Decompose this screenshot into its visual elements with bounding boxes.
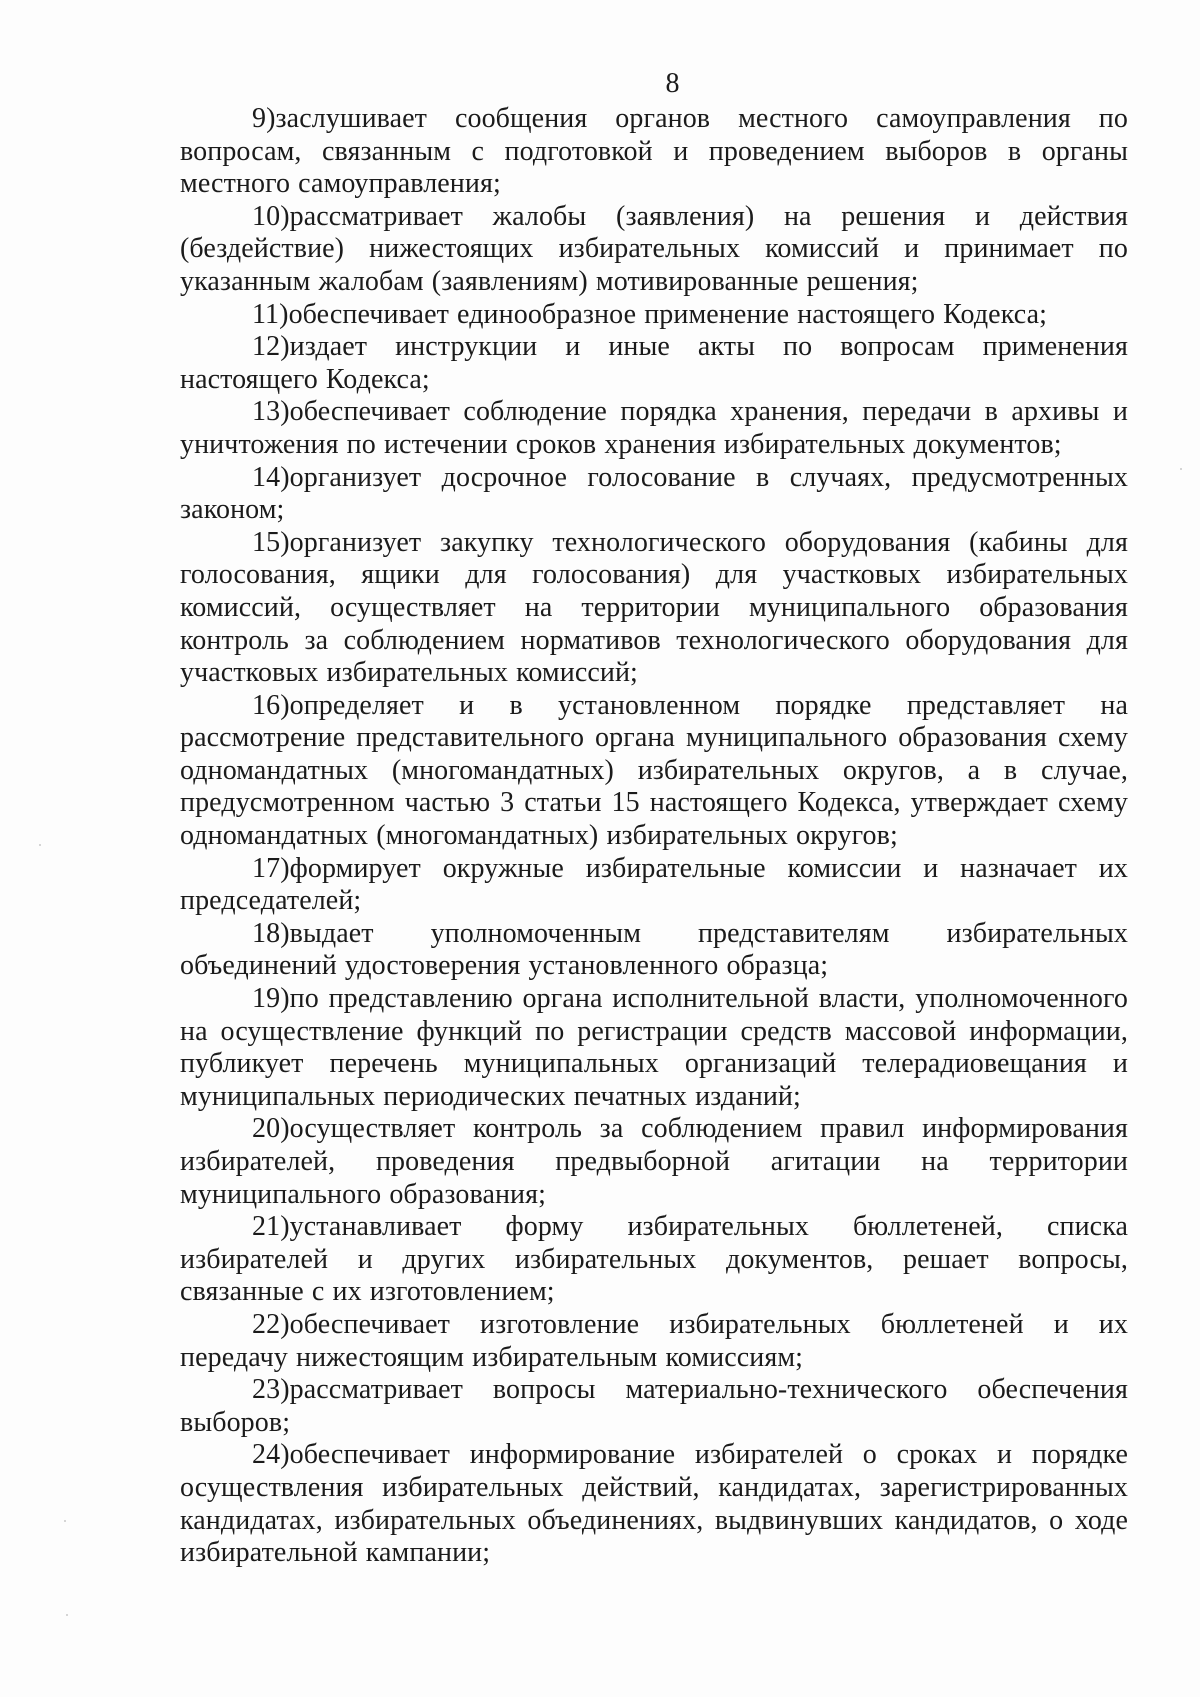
- document-body: [180, 103, 1128, 1570]
- list-item: 9)заслушивает сообщения органов местного самоуправления по вопросам, связанным с подготовкой и проведением выборов в органы местного самоуправления;: [180, 103, 1128, 200]
- scan-speck: [39, 844, 41, 846]
- list-item: 12)издает инструкции и иные акты по вопросам применения настоящего Кодекса;: [180, 331, 1128, 395]
- list-item: 19)по представлению органа исполнительной власти, уполномоченного на осуществление функций по регистрации средств массовой информации, публикует перечень муниципальных организаций телерадиовещания и муниципальных периодических печатных изданий;: [180, 983, 1128, 1112]
- list-item: 18)выдает уполномоченным представителям избирательных объединений удостоверения установленного образца;: [180, 917, 1128, 982]
- list-item: 23)рассматривает вопросы материально-технического обеспечения выборов;: [180, 1374, 1128, 1438]
- list-item: 20)осуществляет контроль за соблюдением правил информирования избирателей, проведения предвыборной агитации на территории муниципального образования;: [180, 1113, 1128, 1210]
- scan-speck: [1180, 468, 1182, 470]
- list-item: 16)определяет и в установленном порядке представляет на рассмотрение представительного органа муниципального образования схему одномандатных (многомандатных) избирательных округов, а в случае, предусмотренном частью 3 статьи 15 настоящего Кодекса, утверждает схему одномандатных (многомандатных) избирательных округов;: [180, 689, 1128, 852]
- list-item: 21)устанавливает форму избирательных бюллетеней, списка избирателей и других избирательных документов, решает вопросы, связанные с их изготовлением;: [180, 1211, 1128, 1308]
- list-item: 24)обеспечивает информирование избирателей о сроках и порядке осуществления избирательных действий, кандидатах, зарегистрированных кандидатах, избирательных объединениях, выдвинувших кандидатов, о ходе избирательной кампании;: [180, 1439, 1128, 1569]
- page-number: 8: [665, 68, 680, 99]
- list-item: 13)обеспечивает соблюдение порядка хранения, передачи в архивы и уничтожения по истечении сроков хранения избирательных документов;: [180, 396, 1128, 460]
- list-item: 17)формирует окружные избирательные комиссии и назначает их председателей;: [180, 852, 1128, 917]
- scan-speck: [66, 1614, 68, 1616]
- list-item: 15)организует закупку технологического оборудования (кабины для голосования, ящики для голосования) для участковых избирательных комиссий, осуществляет на территории муниципального образования контроль за соблюдением нормативов технологического оборудования для участковых избирательных комиссий;: [180, 526, 1128, 689]
- list-item: 11)обеспечивает единообразное применение настоящего Кодекса;: [252, 298, 1047, 330]
- list-item: 10)рассматривает жалобы (заявления) на решения и действия (бездействие) нижестоящих избирательных комиссий и принимает по указанным жалобам (заявлениям) мотивированные решения;: [180, 200, 1128, 297]
- list-item: 22)обеспечивает изготовление избирательных бюллетеней и их передачу нижестоящим избирательным комиссиям;: [180, 1308, 1128, 1373]
- scan-speck: [64, 1520, 66, 1522]
- list-item: 14)организует досрочное голосование в случаях, предусмотренных законом;: [180, 461, 1128, 526]
